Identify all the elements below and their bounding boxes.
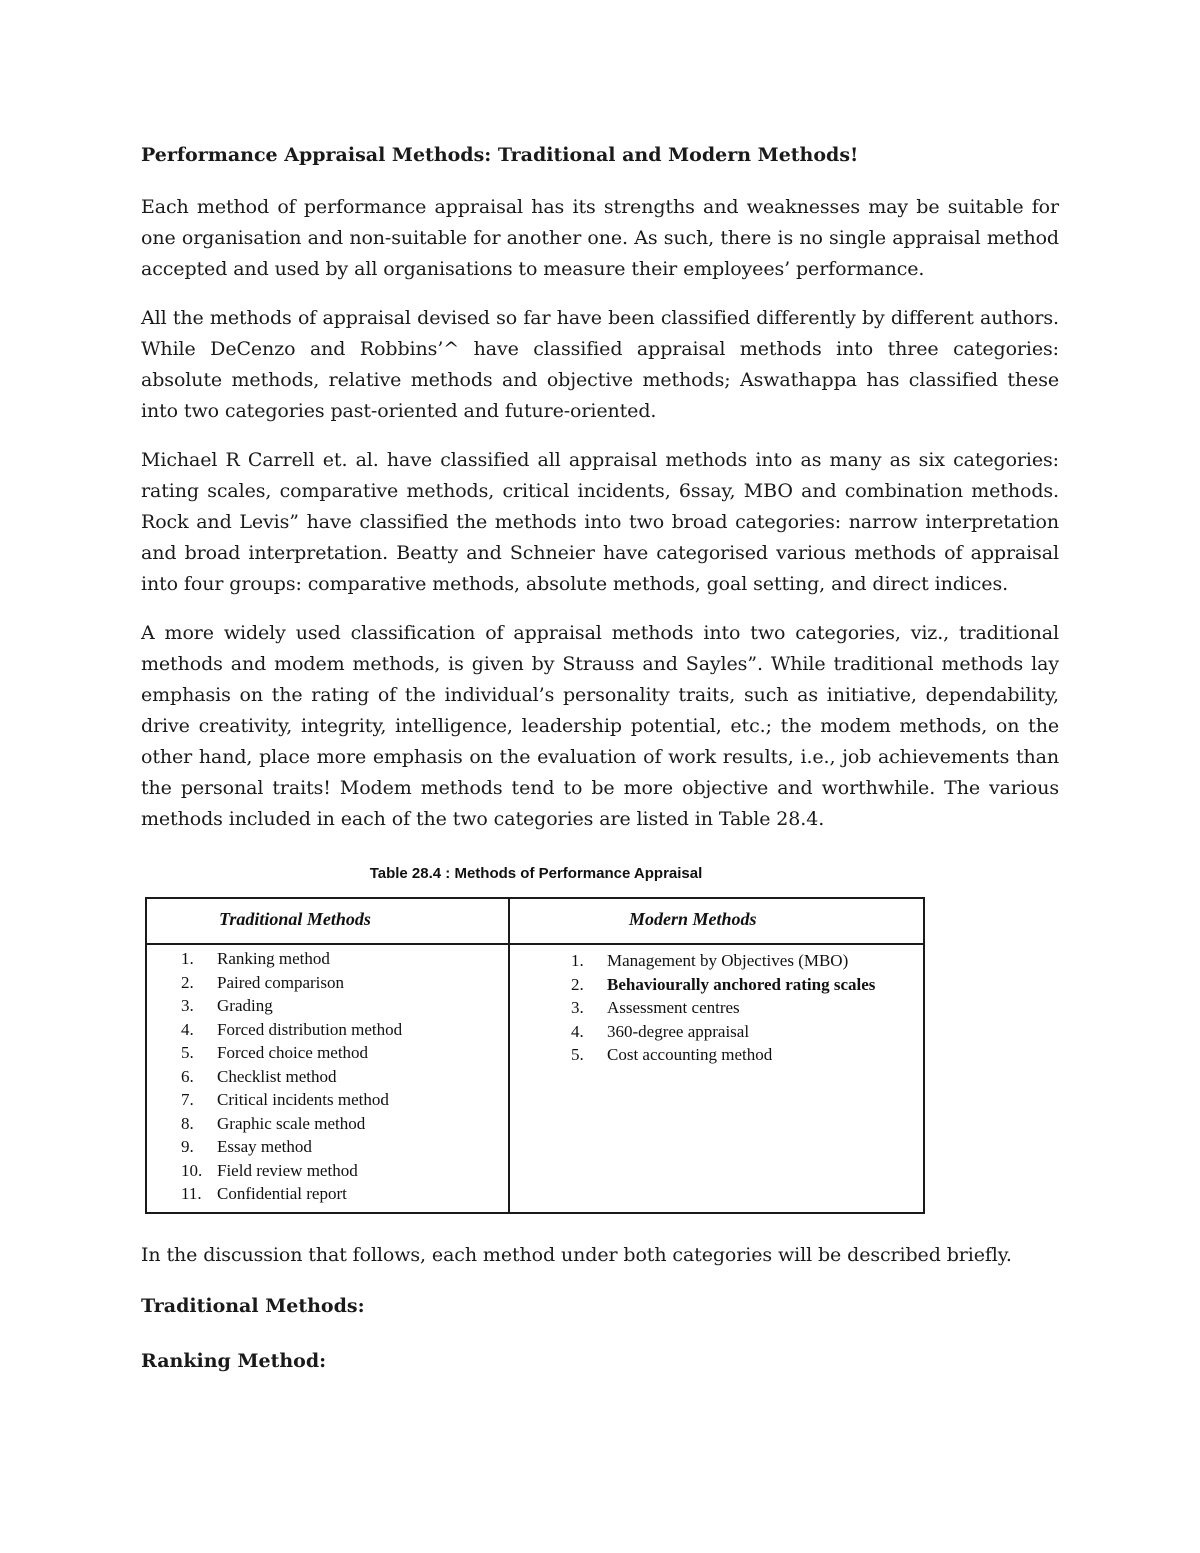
list-item: 5. Cost accounting method [571, 1045, 773, 1064]
list-item: 8. Graphic scale method [181, 1113, 366, 1133]
traditional-methods-header: Traditional Methods [219, 909, 371, 929]
table-figure [141, 861, 931, 1223]
table-caption: Table 28.4 : Methods of Performance Appraisal [369, 865, 703, 882]
column-divider [508, 899, 510, 1212]
header-rule [147, 943, 923, 945]
paragraph-carrell: Michael R Carrell et. al. have classified all appraisal methods into as many as six categories: rating scales, comparative methods, critical incidents, 6ssay, MBO and combination methods. Rock and Levis” have classified the methods into two broad categories: narrow interpretation and broad interpretation. Beatty and Schneier have categorised various methods of appraisal into four groups: comparative methods, absolute methods, goal setting, and direct indices. [141, 449, 1059, 595]
list-item: 7. Critical incidents method [181, 1090, 389, 1109]
document-continuation [141, 1240, 1059, 1401]
traditional-methods-list [181, 947, 402, 1206]
heading-traditional-methods: Traditional Methods: [141, 1295, 365, 1317]
list-item: 3. Assessment centres [571, 998, 740, 1017]
heading-ranking-method: Ranking Method: [141, 1350, 327, 1372]
methods-table [145, 897, 925, 1214]
list-item: 9. Essay method [181, 1137, 312, 1156]
list-item: 5. Forced choice method [181, 1043, 369, 1062]
list-item: 10. Field review method [181, 1160, 358, 1180]
paragraph-discussion: In the discussion that follows, each method under both categories will be described briefly. [141, 1244, 1012, 1266]
list-item: 3. Grading [181, 996, 273, 1015]
document-body [141, 140, 1059, 853]
list-item: 4. 360-degree appraisal [571, 1021, 750, 1041]
list-item: 4. Forced distribution method [181, 1019, 403, 1039]
list-item: 1. Ranking method [181, 949, 330, 968]
list-item: 6. Checklist method [181, 1066, 337, 1086]
paragraph-intro: Each method of performance appraisal has its strengths and weaknesses may be suitable for one organisation and non-suitable for another one. As such, there is no single appraisal method accepted and used by all organisations to measure their employees’ performance. [141, 196, 1059, 280]
modern-methods-list [571, 949, 875, 1067]
list-item: 2. Paired comparison [181, 972, 344, 992]
document-title: Performance Appraisal Methods: Traditional and Modern Methods! [141, 144, 859, 166]
paragraph-strauss-sayles: A more widely used classification of appraisal methods into two categories, viz., traditional methods and modem methods, is given by Strauss and Sayles”. While traditional methods lay emphasis on the rating of the individual’s personality traits, such as initiative, dependability, drive creativity, integrity, intelligence, leadership potential, etc.; the modem methods, on the other hand, place more emphasis on the evaluation of work results, i.e., job achievements than the personal traits! Modem methods tend to be more objective and worthwhile. The various methods included in each of the two categories are listed in Table 28.4. [141, 622, 1059, 830]
list-item: 2. Behaviourally anchored rating scales [571, 974, 876, 994]
list-item: 1. Management by Objectives (MBO) [571, 951, 849, 970]
modern-methods-header: Modern Methods [629, 909, 757, 929]
list-item: 11. Confidential report [181, 1184, 347, 1203]
paragraph-classifications: All the methods of appraisal devised so far have been classified differently by different authors. While DeCenzo and Robbins’^ have classified appraisal methods into three categories: absolute methods, relative methods and objective methods; Aswathappa has classified these into two categories past-oriented and future-oriented. [141, 307, 1059, 422]
